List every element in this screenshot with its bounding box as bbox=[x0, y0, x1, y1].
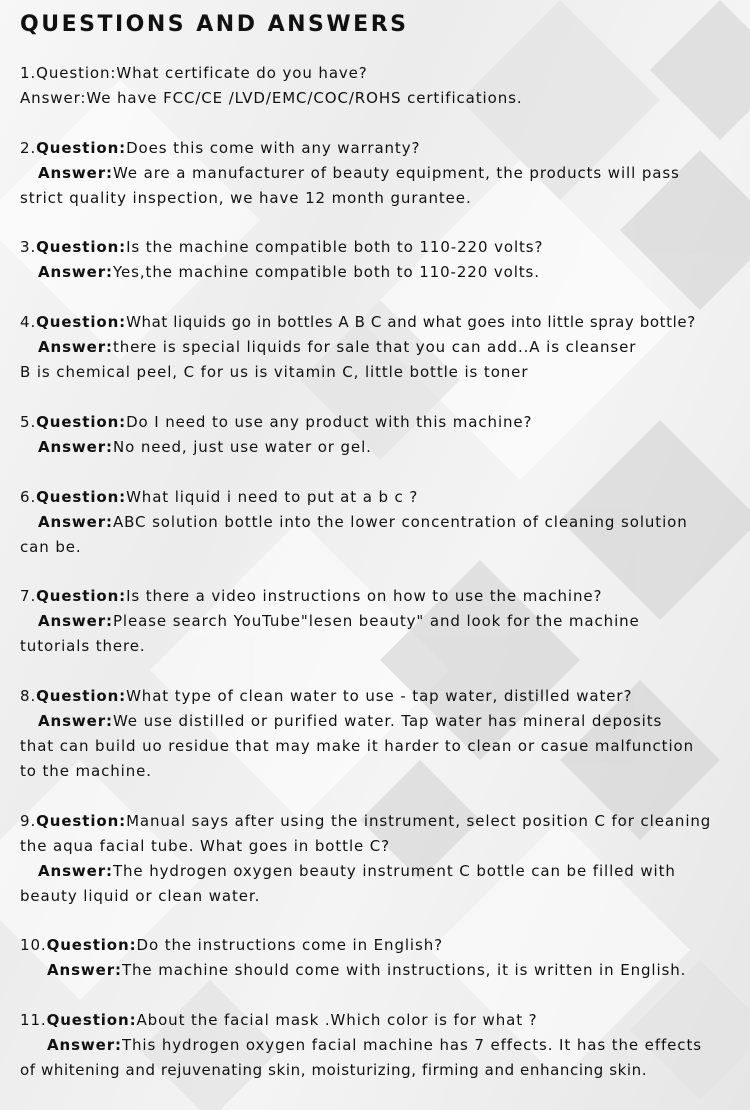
qa-item-7 bbox=[20, 584, 748, 659]
page-title: QUESTIONS AND ANSWERS bbox=[20, 12, 409, 37]
answer-line: tutorials there. bbox=[20, 637, 146, 655]
question-line: 8.Question:What type of clean water to use - tap water, distilled water? bbox=[20, 687, 633, 705]
question-line: 4.Question:What liquids go in bottles A B C and what goes into little spray bottle? bbox=[20, 313, 696, 331]
qa-item-11 bbox=[20, 1008, 748, 1083]
question-line: 5.Question:Do I need to use any product with this machine? bbox=[20, 413, 533, 431]
answer-line: that can build uo residue that may make it harder to clean or casue malfunction bbox=[20, 737, 695, 755]
question-line: 7.Question:Is there a video instructions on how to use the machine? bbox=[20, 587, 603, 605]
answer-line: strict quality inspection, we have 12 month gurantee. bbox=[20, 189, 472, 207]
qa-item-9 bbox=[20, 809, 748, 909]
qa-item-6 bbox=[20, 485, 748, 560]
question-line: 2.Question:Does this come with any warranty? bbox=[20, 139, 421, 157]
answer-line: Answer:The hydrogen oxygen beauty instrument C bottle can be filled with bbox=[38, 862, 676, 880]
question-line: 6.Question:What liquid i need to put at a b c ? bbox=[20, 488, 419, 506]
answer-line: Answer:The machine should come with instructions, it is written in English. bbox=[47, 961, 687, 979]
question-line: the aqua facial tube. What goes in bottle C? bbox=[20, 837, 391, 855]
answer-line: Answer:there is special liquids for sale that you can add..A is cleanser bbox=[38, 338, 637, 356]
qa-item-2 bbox=[20, 136, 748, 211]
qa-item-10 bbox=[20, 933, 748, 983]
qa-item-4 bbox=[20, 310, 748, 385]
answer-line: Answer:This hydrogen oxygen facial machine has 7 effects. It has the effects bbox=[47, 1036, 702, 1054]
answer-line: Answer:Yes,the machine compatible both to 110-220 volts. bbox=[38, 263, 540, 281]
qa-item-8 bbox=[20, 684, 748, 784]
question-line: 9.Question:Manual says after using the instrument, select position C for cleaning bbox=[20, 812, 712, 830]
answer-line: beauty liquid or clean water. bbox=[20, 887, 261, 905]
answer-line: to the machine. bbox=[20, 762, 152, 780]
question-line: 1.Question:What certificate do you have? bbox=[20, 64, 368, 82]
answer-line: can be. bbox=[20, 538, 82, 556]
question-line: 3.Question:Is the machine compatible both to 110-220 volts? bbox=[20, 238, 544, 256]
question-line: 11.Question:About the facial mask .Which color is for what ? bbox=[20, 1011, 538, 1029]
answer-line: Answer:ABC solution bottle into the lower concentration of cleaning solution bbox=[38, 513, 688, 531]
answer-line: B is chemical peel, C for us is vitamin C, little bottle is toner bbox=[20, 363, 529, 381]
answer-line: Answer:We have FCC/CE /LVD/EMC/COC/ROHS certifications. bbox=[20, 89, 523, 107]
answer-line: Answer:We use distilled or purified water. Tap water has mineral deposits bbox=[38, 712, 663, 730]
answer-line: Answer:We are a manufacturer of beauty equipment, the products will pass bbox=[38, 164, 680, 182]
answer-line: Answer:Please search YouTube"lesen beauty" and look for the machine bbox=[38, 612, 640, 630]
answer-line: Answer:No need, just use water or gel. bbox=[38, 438, 372, 456]
question-line: 10.Question:Do the instructions come in English? bbox=[20, 936, 443, 954]
qa-item-1 bbox=[20, 61, 748, 111]
answer-line: of whitening and rejuvenating skin, moisturizing, firming and enhancing skin. bbox=[20, 1061, 648, 1079]
qa-item-5 bbox=[20, 410, 748, 460]
qa-item-3 bbox=[20, 235, 748, 285]
